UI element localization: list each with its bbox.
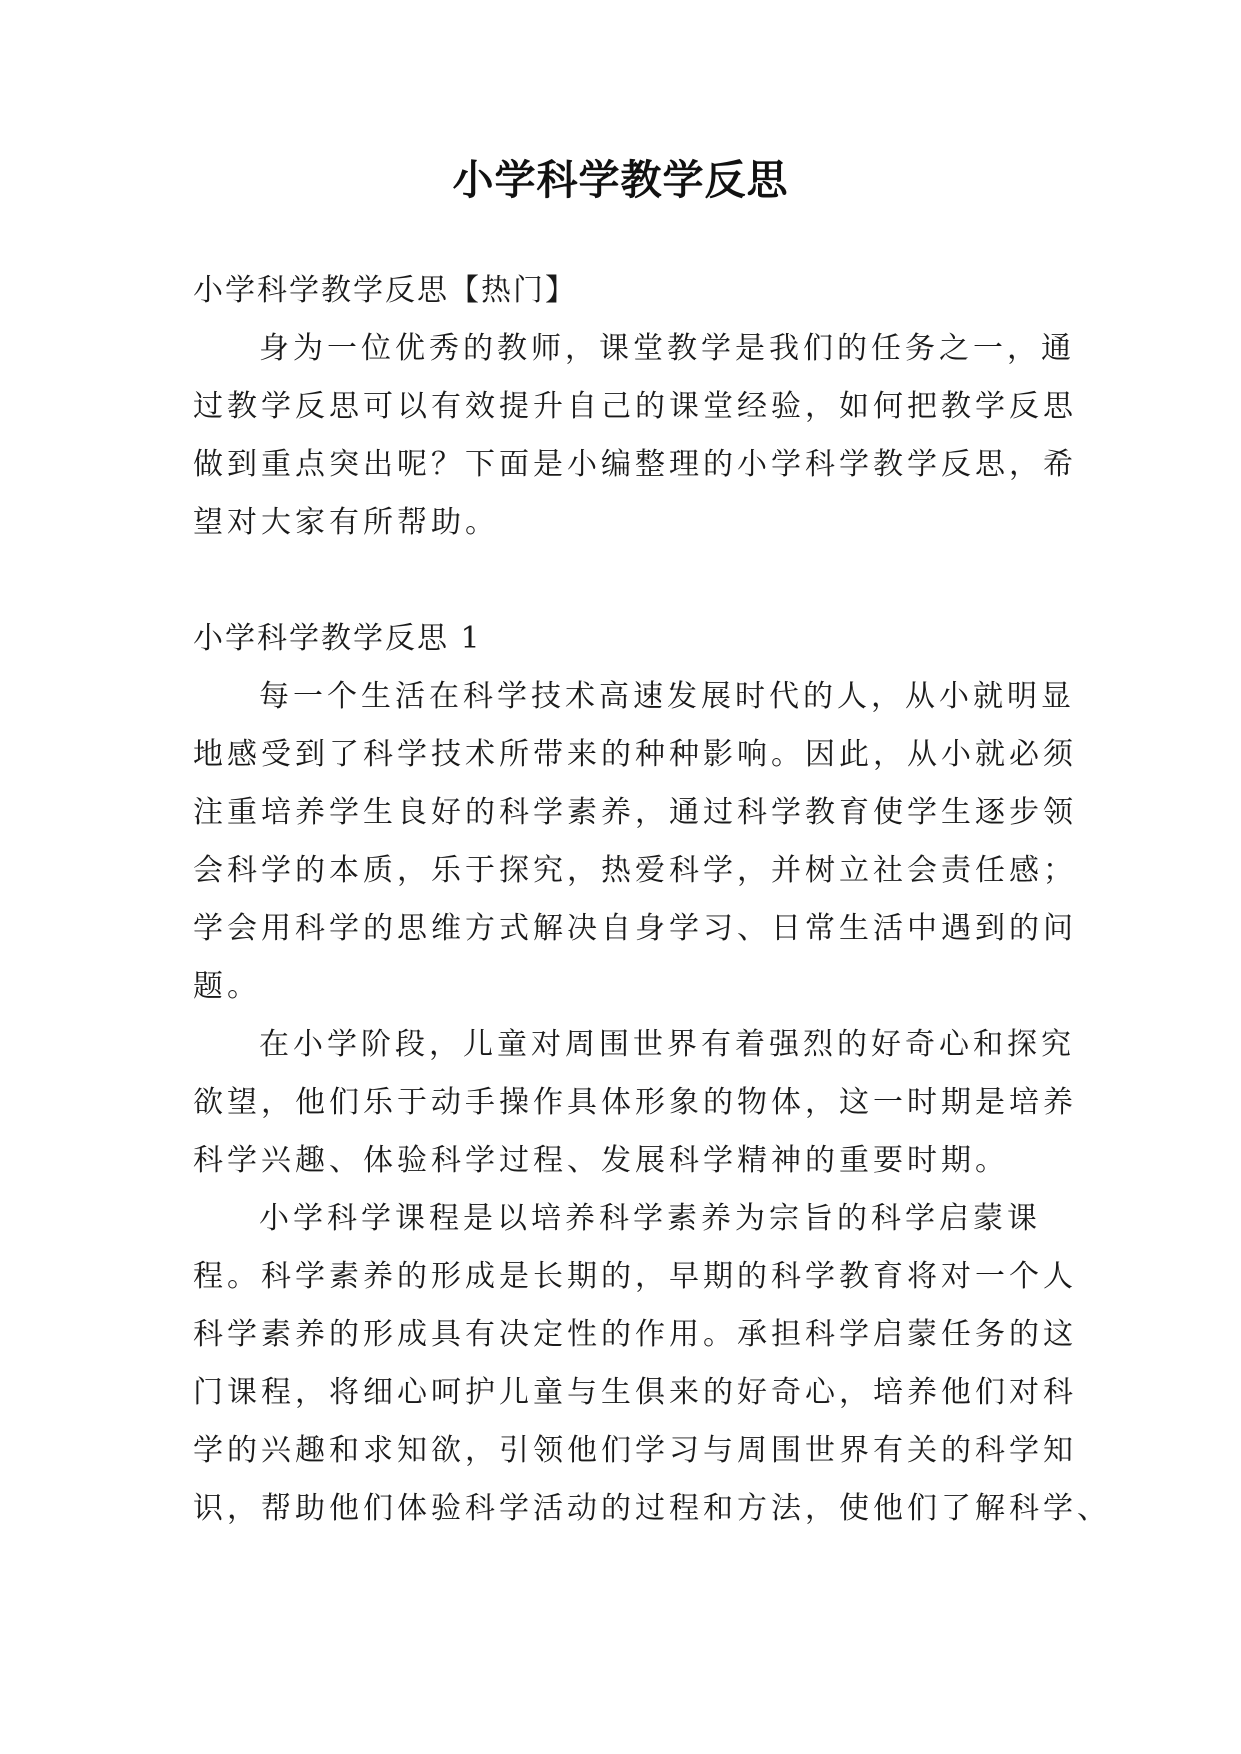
document-body: [193, 262, 1111, 1538]
paragraph-line: 每一个生活在科学技术高速发展时代的人，从小就明显: [259, 679, 1075, 714]
paragraph-line: 欲望，他们乐于动手操作具体形象的物体，这一时期是培养: [193, 1085, 1077, 1120]
paragraph-line: 题。: [193, 969, 261, 1004]
paragraph-line: 门课程，将细心呵护儿童与生俱来的好奇心，培养他们对科: [193, 1375, 1077, 1410]
paragraph-line: 身为一位优秀的教师，课堂教学是我们的任务之一，通: [259, 331, 1075, 366]
section-spacer: [193, 552, 1061, 610]
paragraph-line: 望对大家有所帮助。: [193, 505, 499, 540]
intro-paragraph: [193, 320, 1077, 552]
paragraph-3: [193, 1190, 1111, 1538]
paragraph-line: 做到重点突出呢？下面是小编整理的小学科学教学反思，希: [193, 447, 1077, 482]
paragraph-line: 学的兴趣和求知欲，引领他们学习与周围世界有关的科学知: [193, 1433, 1077, 1468]
paragraph-1: [193, 668, 1077, 1016]
paragraph-line: 识，帮助他们体验科学活动的过程和方法，使他们了解科学、: [193, 1491, 1111, 1526]
paragraph-line: 程。科学素养的形成是长期的，早期的科学教育将对一个人: [193, 1259, 1077, 1294]
paragraph-line: 科学素养的形成具有决定性的作用。承担科学启蒙任务的这: [193, 1317, 1077, 1352]
paragraph-line: 在小学阶段，儿童对周围世界有着强烈的好奇心和探究: [259, 1027, 1075, 1062]
paragraph-2: [193, 1016, 1077, 1190]
section-heading: 小学科学教学反思 1: [193, 621, 482, 656]
intro-heading: 小学科学教学反思【热门】: [193, 273, 577, 308]
document-title: 小学科学教学反思: [452, 156, 789, 204]
paragraph-line: 科学兴趣、体验科学过程、发展科学精神的重要时期。: [193, 1143, 1009, 1178]
paragraph-line: 过教学反思可以有效提升自己的课堂经验，如何把教学反思: [193, 389, 1077, 424]
paragraph-line: 会科学的本质，乐于探究，热爱科学，并树立社会责任感；: [193, 853, 1077, 888]
paragraph-line: 注重培养学生良好的科学素养，通过科学教育使学生逐步领: [193, 795, 1077, 830]
paragraph-line: 小学科学课程是以培养科学素养为宗旨的科学启蒙课: [259, 1201, 1041, 1236]
paragraph-line: 学会用科学的思维方式解决自身学习、日常生活中遇到的问: [193, 911, 1077, 946]
paragraph-line: 地感受到了科学技术所带来的种种影响。因此，从小就必须: [193, 737, 1077, 772]
